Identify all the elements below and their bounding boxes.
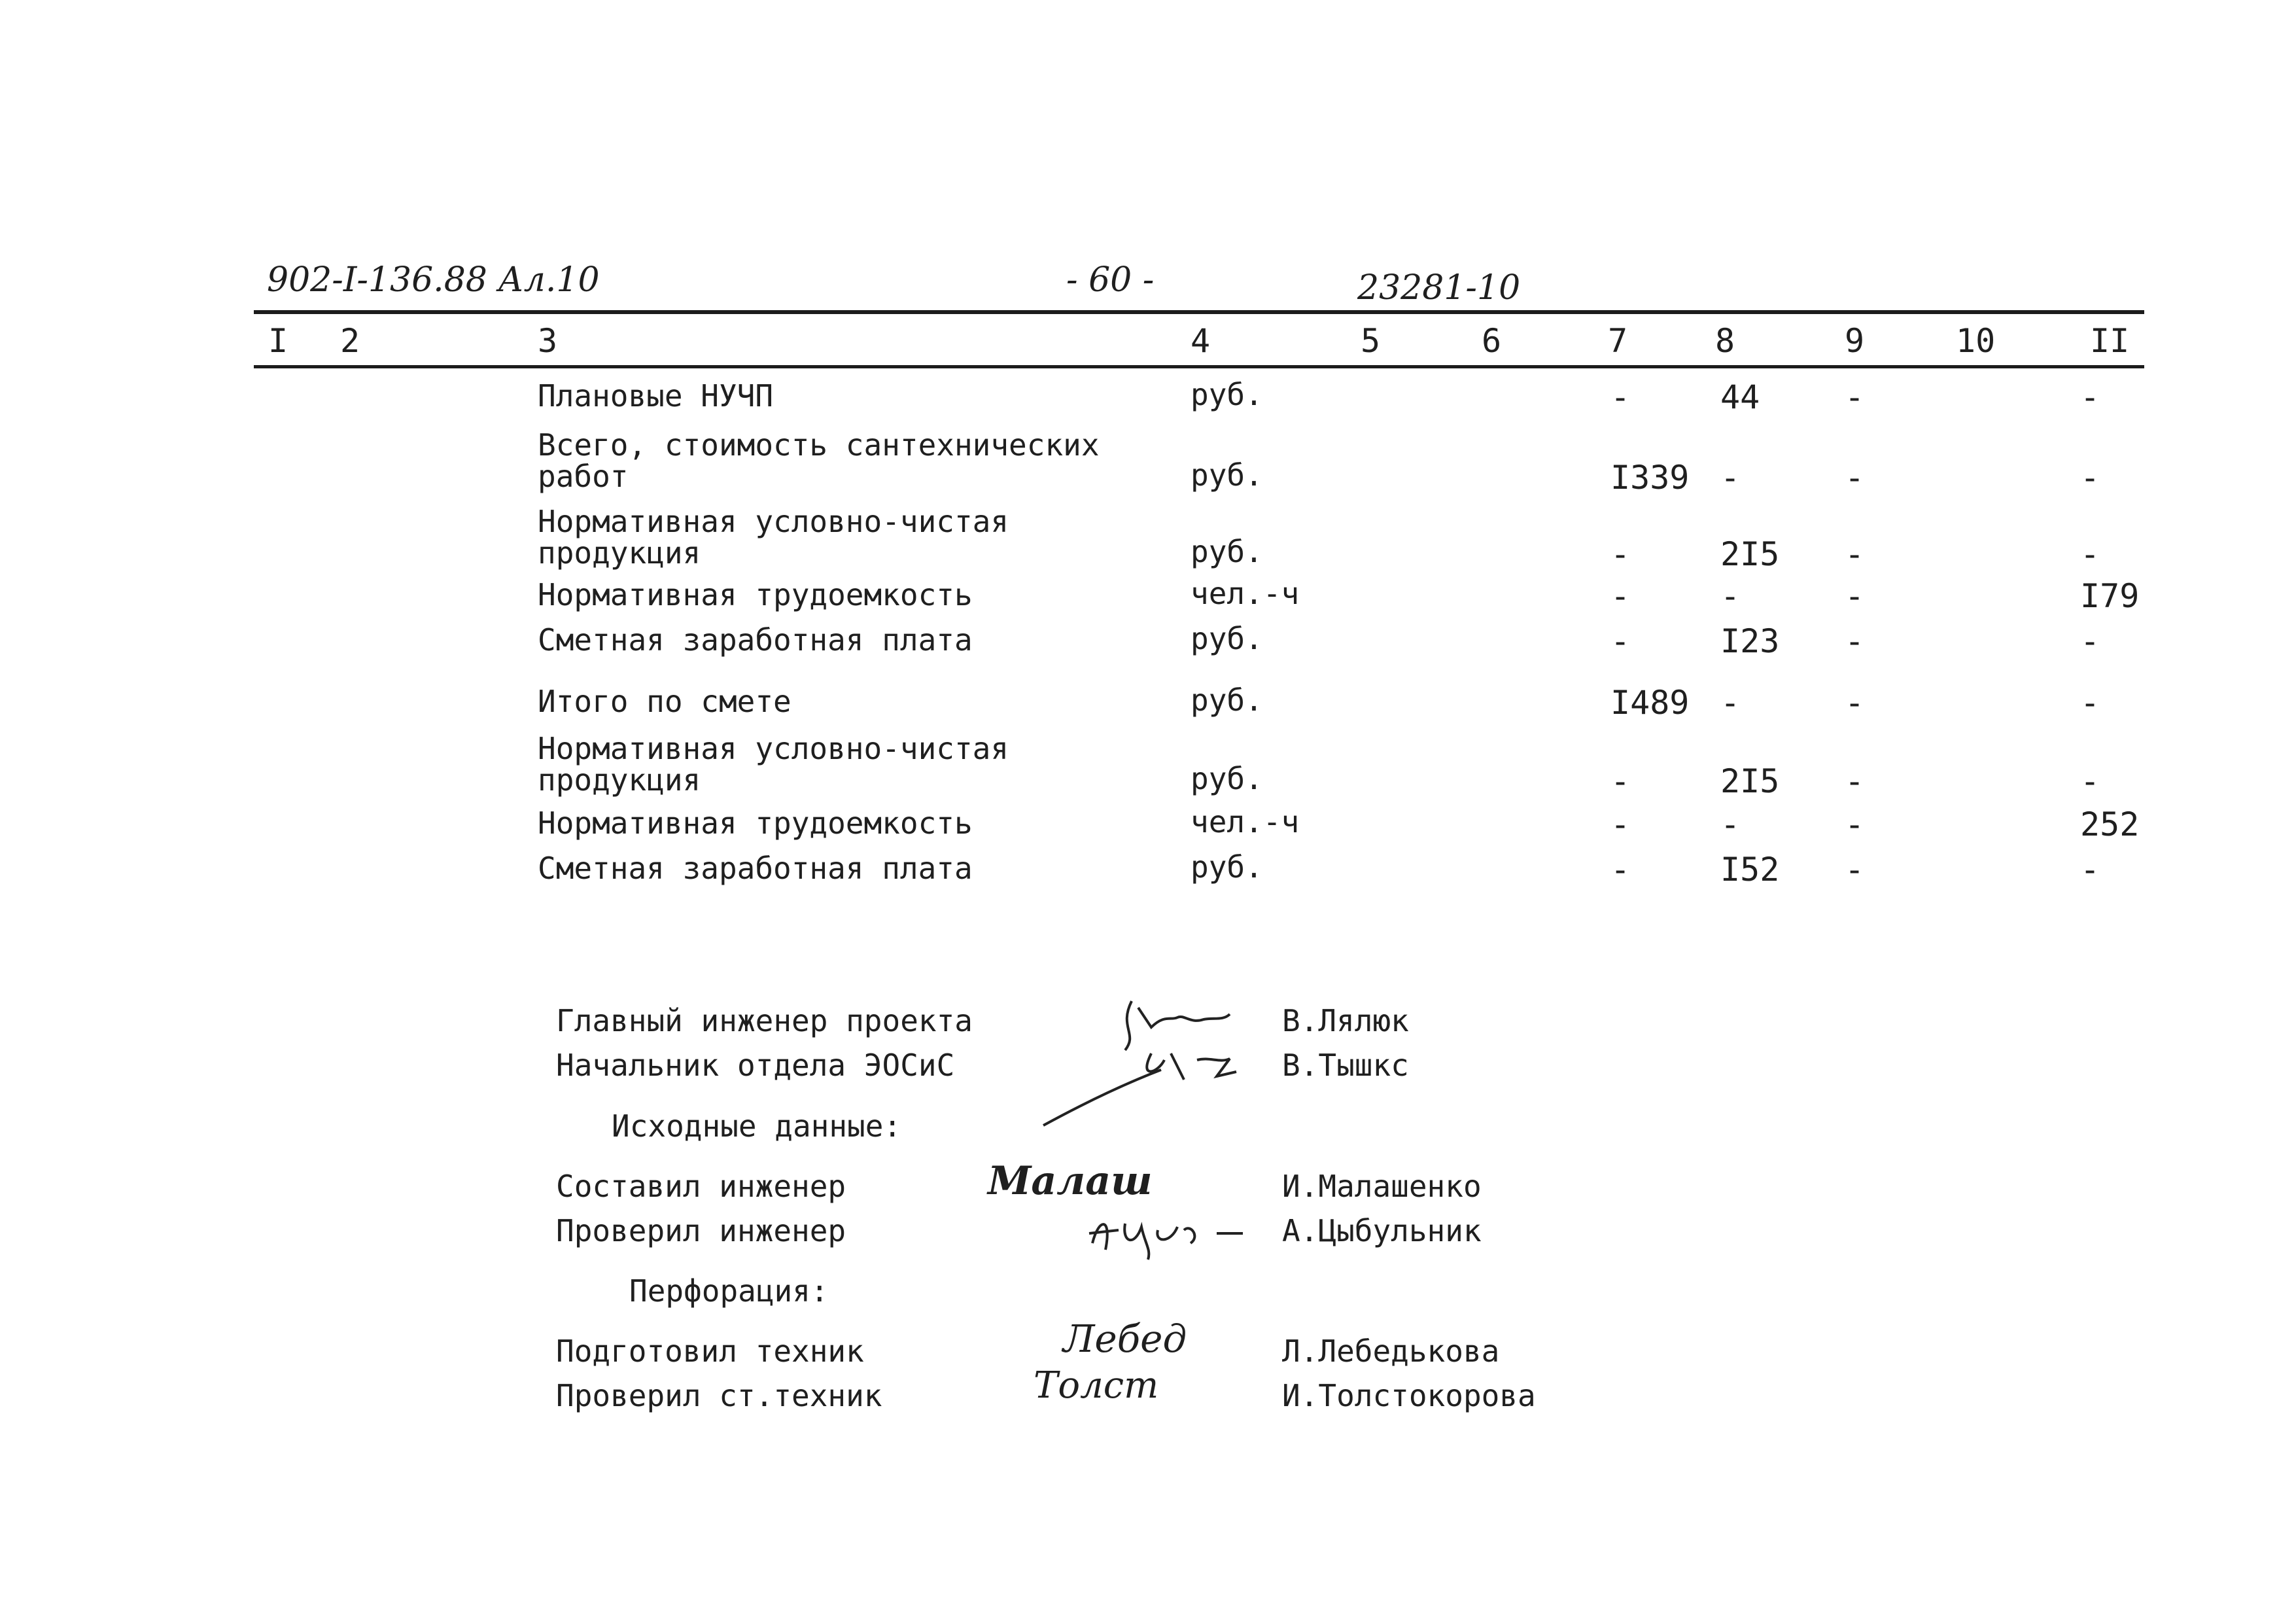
row-item-name: Всего, стоимость сантехнических: [538, 427, 1100, 463]
column-header: 4: [1191, 322, 1211, 360]
row-col7-value: -: [1610, 535, 1631, 573]
row-col11-value: -: [2080, 622, 2100, 660]
chief-engineer-role: Главный инженер проекта: [556, 1003, 973, 1038]
row-unit: чел.-ч: [1191, 804, 1300, 839]
column-header: 9: [1845, 322, 1865, 360]
row-unit: руб.: [1191, 534, 1263, 569]
row-col8-value: I52: [1720, 851, 1780, 889]
row-col7-value: I339: [1610, 459, 1690, 497]
row-item-name: Сметная заработная плата: [538, 851, 973, 886]
row-col9-value: -: [1845, 805, 1865, 843]
column-header: 7: [1608, 322, 1628, 360]
row-col11-value: -: [2080, 851, 2100, 889]
row-item-name: Нормативная условно-чистая: [538, 731, 1009, 766]
row-col8-value: 2I5: [1720, 762, 1780, 800]
compiled-by-role: Составил инженер: [556, 1169, 846, 1204]
department-head-name: В.Тышкс: [1282, 1048, 1409, 1083]
row-col9-value: -: [1845, 535, 1865, 573]
signature-scribble-chief: [1040, 988, 1256, 1132]
column-header: II: [2090, 322, 2130, 360]
row-unit: чел.-ч: [1191, 576, 1300, 611]
column-header: 5: [1361, 322, 1381, 360]
row-col8-value: -: [1720, 805, 1741, 843]
page-number: - 60 -: [1066, 260, 1155, 300]
checked-senior-name: И.Толстокорова: [1282, 1378, 1536, 1413]
column-header: 10: [1956, 322, 1996, 360]
row-unit: руб.: [1191, 761, 1263, 796]
row-col7-value: -: [1610, 805, 1631, 843]
checked-by-role: Проверил инженер: [556, 1213, 846, 1248]
row-item-name: Итого по смете: [538, 684, 791, 719]
document-code: 902-I-136.88 Ал.10: [267, 260, 600, 300]
row-col11-value: -: [2080, 762, 2100, 800]
row-col8-value: -: [1720, 459, 1741, 497]
column-header: 6: [1482, 322, 1502, 360]
prepared-by-role: Подготовил техник: [556, 1333, 864, 1369]
row-col8-value: -: [1720, 577, 1741, 615]
row-col9-value: -: [1845, 378, 1865, 416]
row-unit: руб.: [1191, 849, 1263, 885]
row-item-name: продукция: [538, 762, 701, 798]
row-col9-value: -: [1845, 684, 1865, 722]
row-unit: руб.: [1191, 377, 1263, 412]
row-col7-value: -: [1610, 378, 1631, 416]
chief-engineer-name: В.Лялюк: [1282, 1003, 1409, 1038]
row-item-name: Сметная заработная плата: [538, 622, 973, 658]
row-col8-value: I23: [1720, 622, 1780, 660]
row-col9-value: -: [1845, 762, 1865, 800]
prepared-by-name: Л.Лебедькова: [1282, 1333, 1500, 1369]
row-col8-value: -: [1720, 684, 1741, 722]
row-col7-value: -: [1610, 622, 1631, 660]
row-col11-value: I79: [2080, 577, 2140, 615]
column-header: 8: [1715, 322, 1735, 360]
table-header-rule: [254, 365, 2144, 368]
table-top-rule: [254, 310, 2144, 314]
compiled-by-name: И.Малашенко: [1282, 1169, 1482, 1204]
signature-scribble-checked: [1086, 1204, 1249, 1263]
row-item-name: Нормативная трудоемкость: [538, 577, 973, 612]
row-item-name: работ: [538, 459, 629, 494]
perforation-heading: Перфорация:: [629, 1273, 829, 1309]
row-unit: руб.: [1191, 621, 1263, 656]
column-header: 2: [340, 322, 360, 360]
row-col11-value: -: [2080, 535, 2100, 573]
row-item-name: Плановые НУЧП: [538, 378, 774, 414]
department-head-role: Начальник отдела ЭОСиС: [556, 1048, 955, 1083]
inventory-number: 23281-10: [1357, 268, 1521, 308]
row-col11-value: -: [2080, 378, 2100, 416]
source-data-heading: Исходные данные:: [612, 1108, 902, 1144]
row-col8-value: 44: [1720, 378, 1760, 416]
row-col8-value: 2I5: [1720, 535, 1780, 573]
checked-senior-role: Проверил ст.техник: [556, 1378, 882, 1413]
signature-compiled: Малаш: [988, 1158, 1153, 1204]
row-item-name: продукция: [538, 535, 701, 571]
signature-prepared: Лебед: [1063, 1316, 1187, 1361]
column-header: I: [268, 322, 288, 360]
row-col9-value: -: [1845, 851, 1865, 889]
signature-checked-senior: Толст: [1034, 1364, 1159, 1407]
row-col11-value: -: [2080, 459, 2100, 497]
row-col9-value: -: [1845, 459, 1865, 497]
row-unit: руб.: [1191, 682, 1263, 718]
row-col7-value: I489: [1610, 684, 1690, 722]
row-col9-value: -: [1845, 622, 1865, 660]
row-col9-value: -: [1845, 577, 1865, 615]
column-header: 3: [538, 322, 558, 360]
row-col7-value: -: [1610, 762, 1631, 800]
row-col11-value: -: [2080, 684, 2100, 722]
row-unit: руб.: [1191, 457, 1263, 493]
row-col7-value: -: [1610, 851, 1631, 889]
checked-by-name: А.Цыбульник: [1282, 1213, 1482, 1248]
row-item-name: Нормативная условно-чистая: [538, 504, 1009, 539]
row-item-name: Нормативная трудоемкость: [538, 805, 973, 841]
row-col11-value: 252: [2080, 805, 2140, 843]
row-col7-value: -: [1610, 577, 1631, 615]
